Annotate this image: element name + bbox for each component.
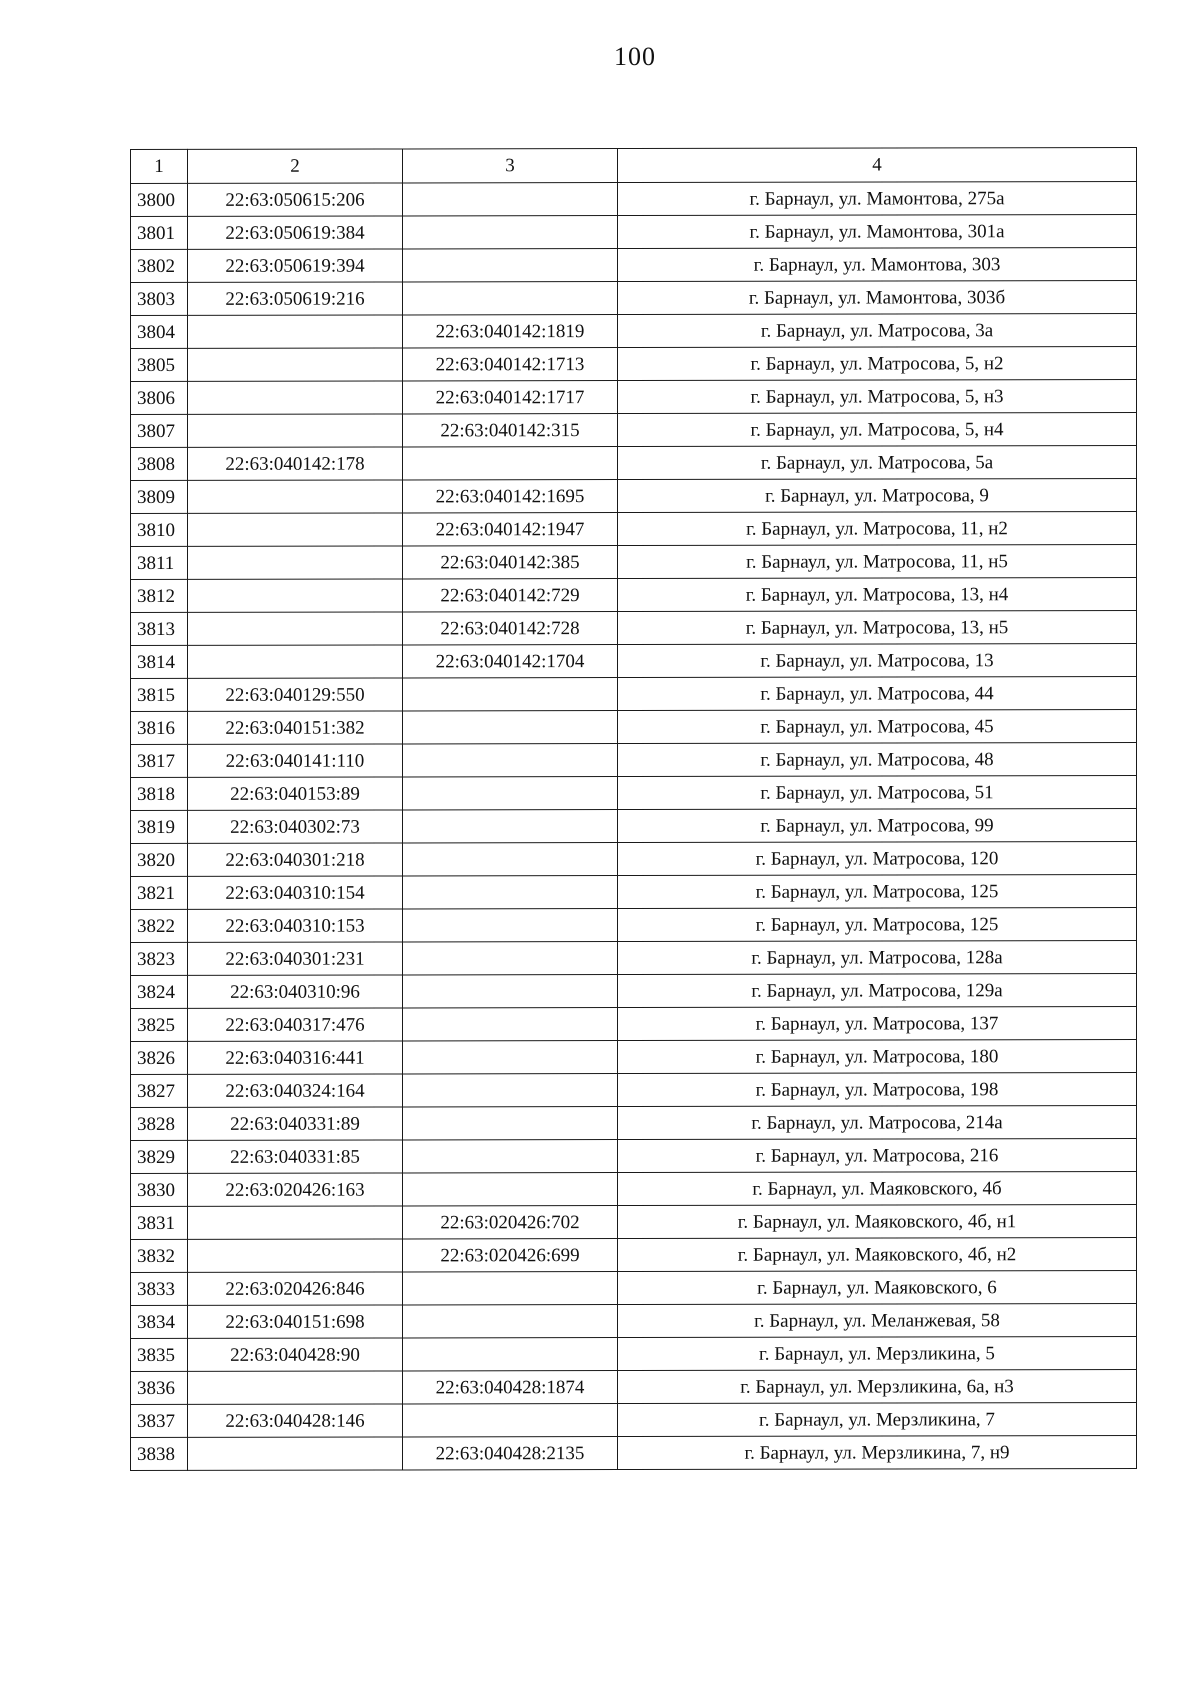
address-cell: г. Барнаул, ул. Матросова, 128а (618, 940, 1137, 974)
table-row (131, 610, 1137, 645)
row-number-cell: 3806 (131, 381, 188, 414)
cadastral-number-premises-cell (403, 1305, 618, 1338)
address-cell: г. Барнаул, ул. Матросова, 5а (618, 445, 1137, 479)
cadastral-number-premises-cell (403, 1404, 618, 1437)
cadastral-number-land-cell (188, 579, 403, 612)
cadastral-number-premises-cell: 22:63:040142:1713 (403, 348, 618, 381)
row-number-cell: 3802 (131, 249, 188, 282)
cadastral-number-land-cell: 22:63:040302:73 (188, 810, 403, 843)
table-row (131, 1336, 1137, 1371)
row-number-cell: 3823 (131, 942, 188, 975)
row-number-cell: 3831 (131, 1206, 188, 1239)
table-row (131, 511, 1137, 546)
address-cell: г. Барнаул, ул. Матросова, 214а (618, 1105, 1137, 1139)
table-row (131, 1369, 1137, 1404)
row-number-cell: 3810 (131, 513, 188, 546)
page-number: 100 (614, 42, 656, 71)
table-row (131, 709, 1137, 744)
row-number-cell: 3838 (131, 1437, 188, 1470)
address-cell: г. Барнаул, ул. Маяковского, 6 (618, 1270, 1137, 1304)
address-cell: г. Барнаул, ул. Матросова, 216 (618, 1138, 1137, 1172)
table-row (131, 445, 1137, 480)
address-cell: г. Барнаул, ул. Маяковского, 4б (618, 1171, 1137, 1205)
row-number-cell: 3809 (131, 480, 188, 513)
address-cell: г. Барнаул, ул. Матросова, 125 (618, 874, 1137, 908)
cadastral-number-premises-cell (403, 975, 618, 1008)
address-cell: г. Барнаул, ул. Матросова, 120 (618, 841, 1137, 875)
address-cell: г. Барнаул, ул. Мерзликина, 7 (618, 1402, 1137, 1436)
table-row (131, 808, 1137, 843)
cadastral-number-premises-cell: 22:63:040142:728 (403, 612, 618, 645)
cadastral-number-premises-cell (403, 810, 618, 843)
cadastral-number-land-cell: 22:63:040310:153 (188, 909, 403, 942)
address-cell: г. Барнаул, ул. Матросова, 5, н4 (618, 412, 1137, 446)
row-number-cell: 3807 (131, 414, 188, 447)
table-row (131, 1237, 1137, 1272)
row-number-cell: 3834 (131, 1305, 188, 1338)
cadastral-number-premises-cell: 22:63:040142:1947 (403, 513, 618, 546)
address-cell: г. Барнаул, ул. Мамонтова, 303б (618, 280, 1137, 314)
address-cell: г. Барнаул, ул. Матросова, 45 (618, 709, 1137, 743)
table-row (131, 313, 1137, 348)
cadastral-number-land-cell: 22:63:040428:146 (188, 1404, 403, 1437)
row-number-cell: 3829 (131, 1140, 188, 1173)
table-row (131, 973, 1137, 1008)
cadastral-number-land-cell: 22:63:040310:96 (188, 975, 403, 1008)
cadastral-number-premises-cell: 22:63:040142:1717 (403, 381, 618, 414)
table-row (131, 676, 1137, 711)
address-cell: г. Барнаул, ул. Матросова, 13 (618, 643, 1137, 677)
address-cell: г. Барнаул, ул. Маяковского, 4б, н2 (618, 1237, 1137, 1271)
table-row (131, 1204, 1137, 1239)
row-number-cell: 3812 (131, 579, 188, 612)
cadastral-number-premises-cell (403, 1173, 618, 1206)
cadastral-number-premises-cell (403, 942, 618, 975)
row-number-cell: 3822 (131, 909, 188, 942)
cadastral-number-land-cell: 22:63:040310:154 (188, 876, 403, 909)
row-number-cell: 3801 (131, 216, 188, 249)
table-row (131, 841, 1137, 876)
row-number-cell: 3821 (131, 876, 188, 909)
cadastral-number-land-cell (188, 414, 403, 447)
column-header-3: 3 (403, 149, 618, 183)
table-row (131, 478, 1137, 513)
cadastral-number-premises-cell (403, 447, 618, 480)
row-number-cell: 3818 (131, 777, 188, 810)
address-cell: г. Барнаул, ул. Меланжевая, 58 (618, 1303, 1137, 1337)
row-number-cell: 3800 (131, 183, 188, 216)
row-number-cell: 3833 (131, 1272, 188, 1305)
table-row (131, 346, 1137, 381)
address-cell: г. Барнаул, ул. Мамонтова, 301а (618, 214, 1137, 248)
row-number-cell: 3830 (131, 1173, 188, 1206)
cadastral-number-land-cell: 22:63:040428:90 (188, 1338, 403, 1371)
table-row (131, 742, 1137, 777)
cadastral-number-land-cell: 22:63:040142:178 (188, 447, 403, 480)
address-cell: г. Барнаул, ул. Матросова, 129а (618, 973, 1137, 1007)
address-cell: г. Барнаул, ул. Матросова, 3а (618, 313, 1137, 347)
cadastral-number-premises-cell (403, 282, 618, 315)
table-row (131, 1171, 1137, 1206)
cadastral-number-premises-cell (403, 183, 618, 216)
table-row (131, 379, 1137, 414)
address-cell: г. Барнаул, ул. Матросова, 11, н5 (618, 544, 1137, 578)
table-row (131, 181, 1137, 216)
cadastral-number-premises-cell: 22:63:040428:2135 (403, 1437, 618, 1470)
cadastral-number-land-cell (188, 315, 403, 348)
table-body (131, 181, 1137, 1470)
cadastral-number-land-cell (188, 1371, 403, 1404)
cadastral-number-premises-cell (403, 1338, 618, 1371)
cadastral-number-premises-cell (403, 1272, 618, 1305)
cadastral-number-premises-cell: 22:63:040142:1819 (403, 315, 618, 348)
column-header-4: 4 (618, 147, 1137, 182)
address-cell: г. Барнаул, ул. Мамонтова, 275а (618, 181, 1137, 215)
row-number-cell: 3837 (131, 1404, 188, 1437)
cadastral-number-premises-cell (403, 678, 618, 711)
cadastral-number-premises-cell (403, 843, 618, 876)
cadastral-number-land-cell: 22:63:040324:164 (188, 1074, 403, 1107)
cadastral-number-premises-cell (403, 777, 618, 810)
cadastral-number-land-cell (188, 348, 403, 381)
cadastral-number-premises-cell: 22:63:040142:315 (403, 414, 618, 447)
cadastral-number-land-cell: 22:63:040129:550 (188, 678, 403, 711)
row-number-cell: 3804 (131, 315, 188, 348)
address-cell: г. Барнаул, ул. Матросова, 125 (618, 907, 1137, 941)
table-row (131, 907, 1137, 942)
row-number-cell: 3811 (131, 546, 188, 579)
cadastral-number-land-cell (188, 612, 403, 645)
registry-table (130, 147, 1137, 1471)
address-cell: г. Барнаул, ул. Матросова, 9 (618, 478, 1137, 512)
cadastral-number-land-cell: 22:63:040141:110 (188, 744, 403, 777)
cadastral-number-land-cell: 22:63:040301:218 (188, 843, 403, 876)
row-number-cell: 3814 (131, 645, 188, 678)
table-row (131, 775, 1137, 810)
address-cell: г. Барнаул, ул. Матросова, 5, н2 (618, 346, 1137, 380)
row-number-cell: 3826 (131, 1041, 188, 1074)
table-row (131, 1303, 1137, 1338)
address-cell: г. Барнаул, ул. Матросова, 48 (618, 742, 1137, 776)
column-header-2: 2 (188, 149, 403, 183)
address-cell: г. Барнаул, ул. Матросова, 11, н2 (618, 511, 1137, 545)
row-number-cell: 3805 (131, 348, 188, 381)
row-number-cell: 3832 (131, 1239, 188, 1272)
table-row (131, 544, 1137, 579)
row-number-cell: 3820 (131, 843, 188, 876)
address-cell: г. Барнаул, ул. Матросова, 51 (618, 775, 1137, 809)
table-row (131, 247, 1137, 282)
cadastral-number-land-cell: 22:63:040331:85 (188, 1140, 403, 1173)
address-cell: г. Барнаул, ул. Матросова, 44 (618, 676, 1137, 710)
cadastral-number-land-cell: 22:63:050619:216 (188, 282, 403, 315)
cadastral-number-premises-cell (403, 744, 618, 777)
address-cell: г. Барнаул, ул. Маяковского, 4б, н1 (618, 1204, 1137, 1238)
table-row (131, 1402, 1137, 1437)
table-row (131, 1138, 1137, 1173)
table-row (131, 643, 1137, 678)
cadastral-number-premises-cell (403, 1041, 618, 1074)
cadastral-number-land-cell: 22:63:040301:231 (188, 942, 403, 975)
cadastral-number-land-cell: 22:63:040151:698 (188, 1305, 403, 1338)
cadastral-number-land-cell: 22:63:050619:384 (188, 216, 403, 249)
table-row (131, 1039, 1137, 1074)
cadastral-number-premises-cell: 22:63:040428:1874 (403, 1371, 618, 1404)
address-cell: г. Барнаул, ул. Матросова, 137 (618, 1006, 1137, 1040)
cadastral-number-premises-cell (403, 249, 618, 282)
cadastral-number-land-cell: 22:63:050615:206 (188, 183, 403, 216)
column-header-1: 1 (131, 149, 188, 183)
row-number-cell: 3803 (131, 282, 188, 315)
cadastral-number-premises-cell: 22:63:040142:1704 (403, 645, 618, 678)
cadastral-number-land-cell (188, 1239, 403, 1272)
cadastral-number-land-cell: 22:63:040331:89 (188, 1107, 403, 1140)
cadastral-number-land-cell: 22:63:040153:89 (188, 777, 403, 810)
cadastral-number-land-cell (188, 1206, 403, 1239)
cadastral-number-premises-cell: 22:63:020426:702 (403, 1206, 618, 1239)
address-cell: г. Барнаул, ул. Матросова, 5, н3 (618, 379, 1137, 413)
cadastral-number-premises-cell (403, 1074, 618, 1107)
row-number-cell: 3808 (131, 447, 188, 480)
cadastral-number-land-cell (188, 645, 403, 678)
table-row (131, 940, 1137, 975)
address-cell: г. Барнаул, ул. Матросова, 198 (618, 1072, 1137, 1106)
cadastral-number-premises-cell: 22:63:040142:729 (403, 579, 618, 612)
cadastral-number-land-cell (188, 480, 403, 513)
address-cell: г. Барнаул, ул. Матросова, 180 (618, 1039, 1137, 1073)
cadastral-number-land-cell: 22:63:040316:441 (188, 1041, 403, 1074)
cadastral-number-premises-cell (403, 216, 618, 249)
row-number-cell: 3825 (131, 1008, 188, 1041)
cadastral-number-land-cell: 22:63:040151:382 (188, 711, 403, 744)
row-number-cell: 3817 (131, 744, 188, 777)
table-row (131, 1006, 1137, 1041)
cadastral-number-premises-cell: 22:63:020426:699 (403, 1239, 618, 1272)
address-cell: г. Барнаул, ул. Мамонтова, 303 (618, 247, 1137, 281)
row-number-cell: 3824 (131, 975, 188, 1008)
cadastral-number-land-cell: 22:63:020426:846 (188, 1272, 403, 1305)
address-cell: г. Барнаул, ул. Мерзликина, 5 (618, 1336, 1137, 1370)
row-number-cell: 3813 (131, 612, 188, 645)
cadastral-number-land-cell: 22:63:020426:163 (188, 1173, 403, 1206)
table-row (131, 1270, 1137, 1305)
table-row (131, 577, 1137, 612)
row-number-cell: 3827 (131, 1074, 188, 1107)
table-row (131, 1105, 1137, 1140)
cadastral-number-premises-cell (403, 1140, 618, 1173)
address-cell: г. Барнаул, ул. Матросова, 13, н5 (618, 610, 1137, 644)
cadastral-number-premises-cell: 22:63:040142:1695 (403, 480, 618, 513)
cadastral-number-land-cell (188, 1437, 403, 1470)
row-number-cell: 3816 (131, 711, 188, 744)
table-row (131, 1072, 1137, 1107)
cadastral-number-premises-cell (403, 876, 618, 909)
cadastral-number-land-cell (188, 513, 403, 546)
row-number-cell: 3819 (131, 810, 188, 843)
table-row (131, 1435, 1137, 1470)
row-number-cell: 3828 (131, 1107, 188, 1140)
cadastral-number-land-cell: 22:63:050619:394 (188, 249, 403, 282)
row-number-cell: 3815 (131, 678, 188, 711)
cadastral-number-land-cell (188, 546, 403, 579)
row-number-cell: 3836 (131, 1371, 188, 1404)
table-row (131, 280, 1137, 315)
cadastral-number-premises-cell (403, 909, 618, 942)
address-cell: г. Барнаул, ул. Мерзликина, 6а, н3 (618, 1369, 1137, 1403)
table-row (131, 214, 1137, 249)
cadastral-number-premises-cell (403, 1008, 618, 1041)
cadastral-number-premises-cell (403, 711, 618, 744)
table-row (131, 874, 1137, 909)
cadastral-number-land-cell (188, 381, 403, 414)
header-row (131, 147, 1137, 183)
row-number-cell: 3835 (131, 1338, 188, 1371)
cadastral-number-premises-cell: 22:63:040142:385 (403, 546, 618, 579)
cadastral-number-premises-cell (403, 1107, 618, 1140)
address-cell: г. Барнаул, ул. Матросова, 13, н4 (618, 577, 1137, 611)
address-cell: г. Барнаул, ул. Мерзликина, 7, н9 (618, 1435, 1137, 1469)
cadastral-number-land-cell: 22:63:040317:476 (188, 1008, 403, 1041)
table-row (131, 412, 1137, 447)
address-cell: г. Барнаул, ул. Матросова, 99 (618, 808, 1137, 842)
